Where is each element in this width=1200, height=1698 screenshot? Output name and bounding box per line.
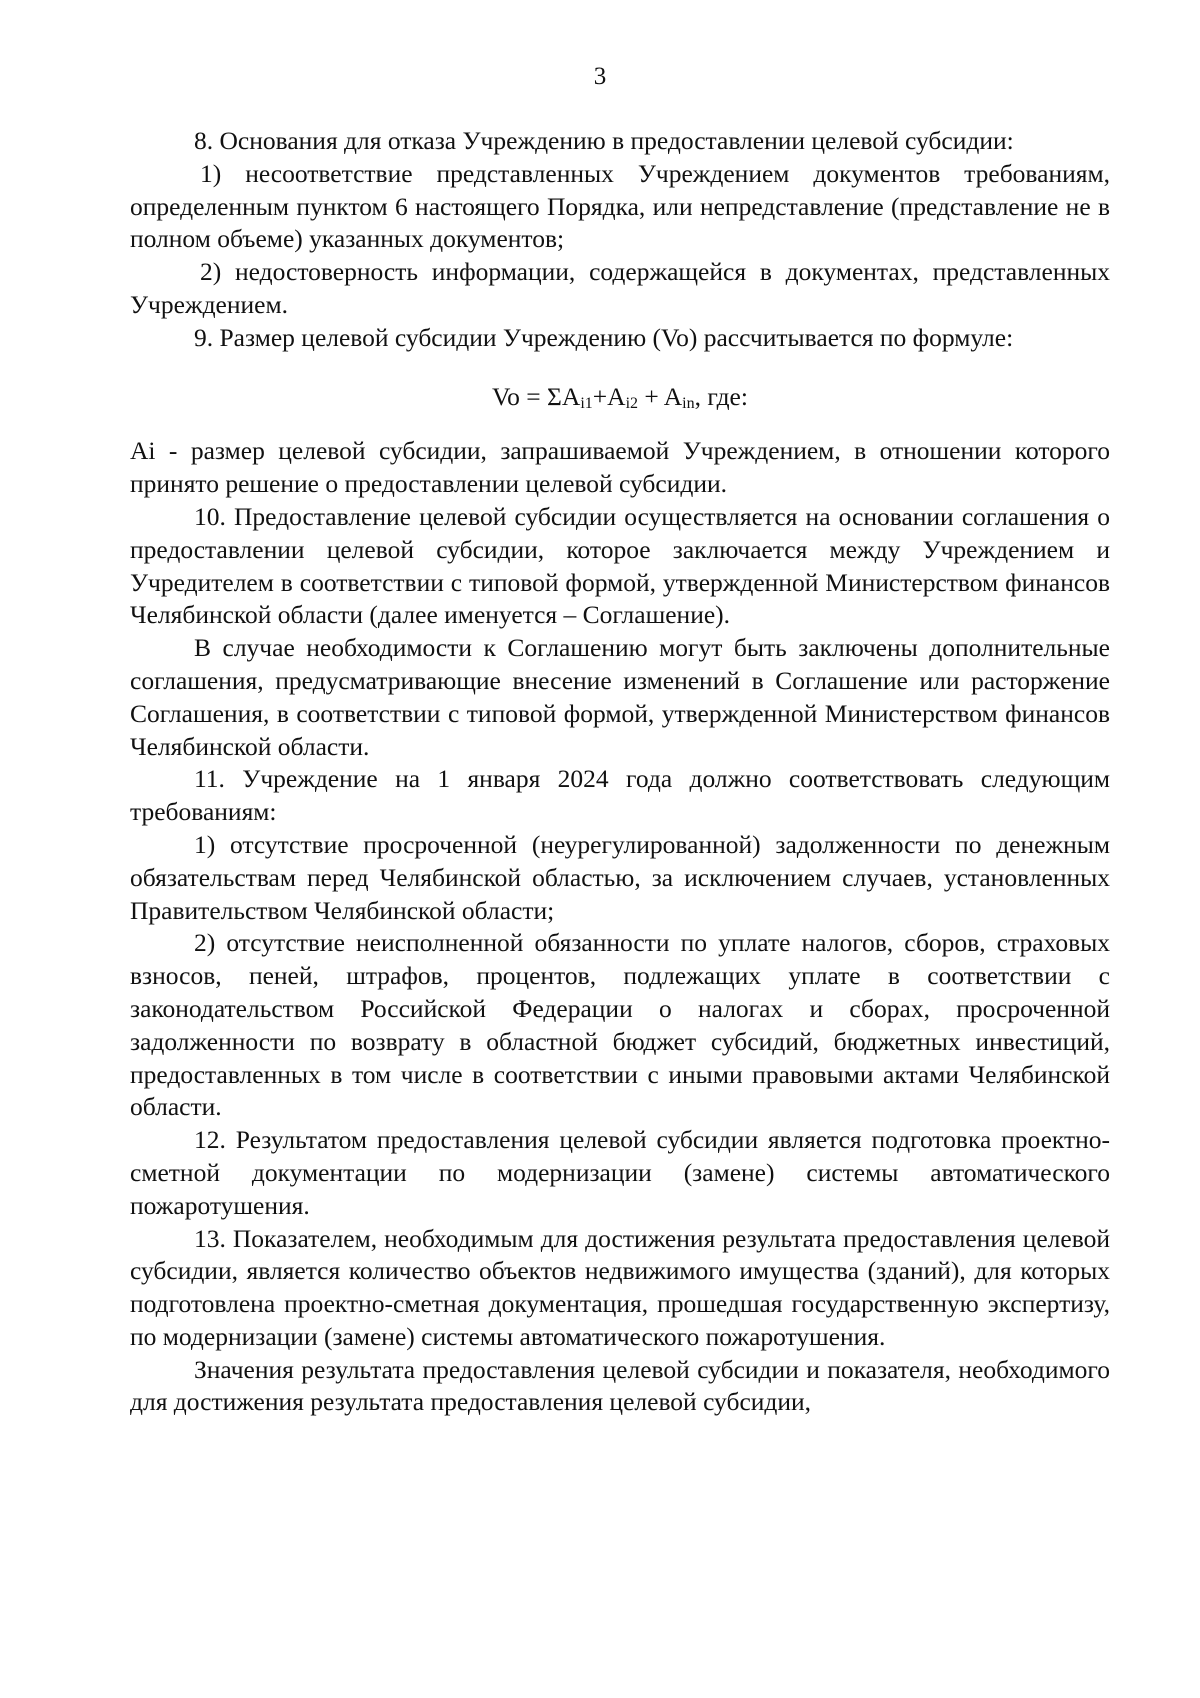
formula-sub-i1: i1 — [580, 394, 593, 412]
formula-sub-in: in — [682, 394, 695, 412]
formula-lhs: Vo = ΣA — [492, 381, 581, 411]
subsidy-formula — [130, 381, 1110, 414]
paragraph-8: 8. Основания для отказа Учреждению в предоставлении целевой субсидии: — [194, 126, 1014, 155]
paragraph-9: 9. Размер целевой субсидии Учреждению (Vo) рассчитывается по формуле: — [194, 322, 1014, 352]
paragraph-12: 12. Результатом предоставления целевой субсидии является подготовка проектно-сметной документации по модернизации (замене) системы автоматического пожаротушения. — [130, 1125, 1110, 1220]
paragraph-10-continued: В случае необходимости к Соглашению могут быть заключены дополнительные соглашения, предусматривающие внесение изменений в Соглашение или расторжение Соглашения, в соответствии с типовой формой, утвержденной Министерством финансов Челябинской области. — [130, 633, 1110, 761]
paragraph-11-item-2: 2) отсутствие неисполненной обязанности по уплате налогов, сборов, страховых взносов, пеней, штрафов, процентов, подлежащих уплате в соответствии с законодательством Российской Федерации о налогах и сборах, просроченной задолженности по возврату в областной бюджет субсидий, бюджетных инвестиций, предоставленных в том числе в соответствии с иными правовыми актами Челябинской области. — [130, 928, 1110, 1122]
paragraph-11-item-1: 1) отсутствие просроченной (неурегулированной) задолженности по денежным обязательствам перед Челябинской областью, за исключением случаев, установленных Правительством Челябинской области; — [130, 829, 1110, 925]
paragraph-8-item-1: 1) несоответствие представленных Учреждением документов требованиям, определенным пунктом 6 настоящего Порядка, или непредставление (представление не в полном объеме) указанных документов; — [130, 158, 1110, 254]
page-number: 3 — [593, 63, 607, 90]
formula-sub-i2: i2 — [625, 394, 639, 412]
paragraph-8-item-2: 2) недостоверность информации, содержащейся в документах, представленных Учреждением. — [130, 257, 1110, 319]
formula-plus-1: +A — [592, 381, 626, 411]
paragraph-11: 11. Учреждение на 1 января 2024 года должно соответствовать следующим требованиям: — [130, 764, 1110, 827]
paragraph-13: 13. Показателем, необходимым для достижения результата предоставления целевой субсидии, является количество объектов недвижимого имущества (зданий), для которых подготовлена проектно-сметная документация, прошедшая государственную экспертизу, по модернизации (замене) системы автоматического пожаротушения. — [130, 1223, 1110, 1351]
document-body — [130, 125, 1110, 1419]
paragraph-13-continued: Значения результата предоставления целевой субсидии и показателя, необходимого для достижения результата предоставления целевой субсидии, — [130, 1354, 1110, 1417]
paragraph-10: 10. Предоставление целевой субсидии осуществляется на основании соглашения о предоставлении целевой субсидии, которое заключается между Учреждением и Учредителем в соответствии с типовой формой, утвержденной Министерством финансов Челябинской области (далее именуется – Соглашение). — [130, 501, 1110, 630]
formula-definition-ai: Ai - размер целевой субсидии, запрашиваемой Учреждением, в отношении которого принято решение о предоставлении целевой субсидии. — [130, 436, 1110, 499]
formula-plus-2: + A — [638, 381, 683, 411]
formula-tail: , где: — [694, 381, 748, 411]
